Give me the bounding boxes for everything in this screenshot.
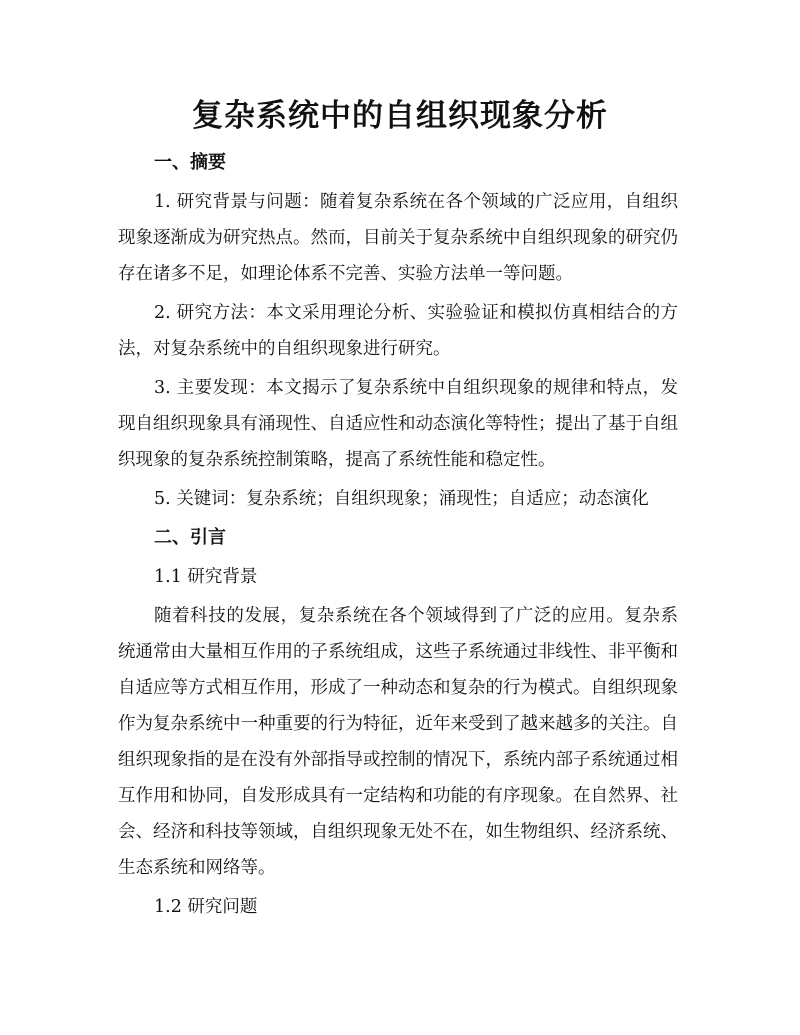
intro-paragraph-1: 随着科技的发展，复杂系统在各个领域得到了广泛的应用。复杂系统通常由大量相互作用的子系统组成，这些子系统通过非线性、非平衡和自适应等方式相互作用，形成了一种动态和复杂的行为模式。自组织现象作为复杂系统中一种重要的行为特征，近年来受到了越来越多的关注。自组织现象指的是在没有外部指导或控制的情况下，系统内部子系统通过相互作用和协同，自发形成具有一定结构和功能的有序现象。在自然界、社会、经济和科技等领域，自组织现象无处不在，如生物组织、经济系统、生态系统和网络等。: [118, 606, 678, 878]
intro-heading: 二、引言: [154, 527, 226, 548]
abstract-item-2: 2. 研究方法：本文采用理论分析、实验验证和模拟仿真相结合的方法，对复杂系统中的自组织现象进行研究。: [118, 303, 678, 359]
abstract-keywords: 5. 关键词：复杂系统；自组织现象；涌现性；自适应；动态演化: [154, 489, 649, 509]
intro-subheading-1: 1.1 研究背景: [154, 567, 258, 587]
document-body: [118, 145, 678, 928]
document-title: 复杂系统中的自组织现象分析: [192, 98, 608, 134]
abstract-item-1: 1. 研究背景与问题：随着复杂系统在各个领域的广泛应用，自组织现象逐渐成为研究热点。然而，目前关于复杂系统中自组织现象的研究仍存在诸多不足，如理论体系不完善、实验方法单一等问题。: [118, 192, 678, 284]
abstract-heading: 一、摘要: [154, 152, 226, 173]
abstract-item-3: 3. 主要发现：本文揭示了复杂系统中自组织现象的规律和特点，发现自组织现象具有涌现性、自适应性和动态演化等特性；提出了基于自组织现象的复杂系统控制策略，提高了系统性能和稳定性。: [118, 378, 678, 470]
intro-subheading-2: 1.2 研究问题: [154, 897, 258, 917]
